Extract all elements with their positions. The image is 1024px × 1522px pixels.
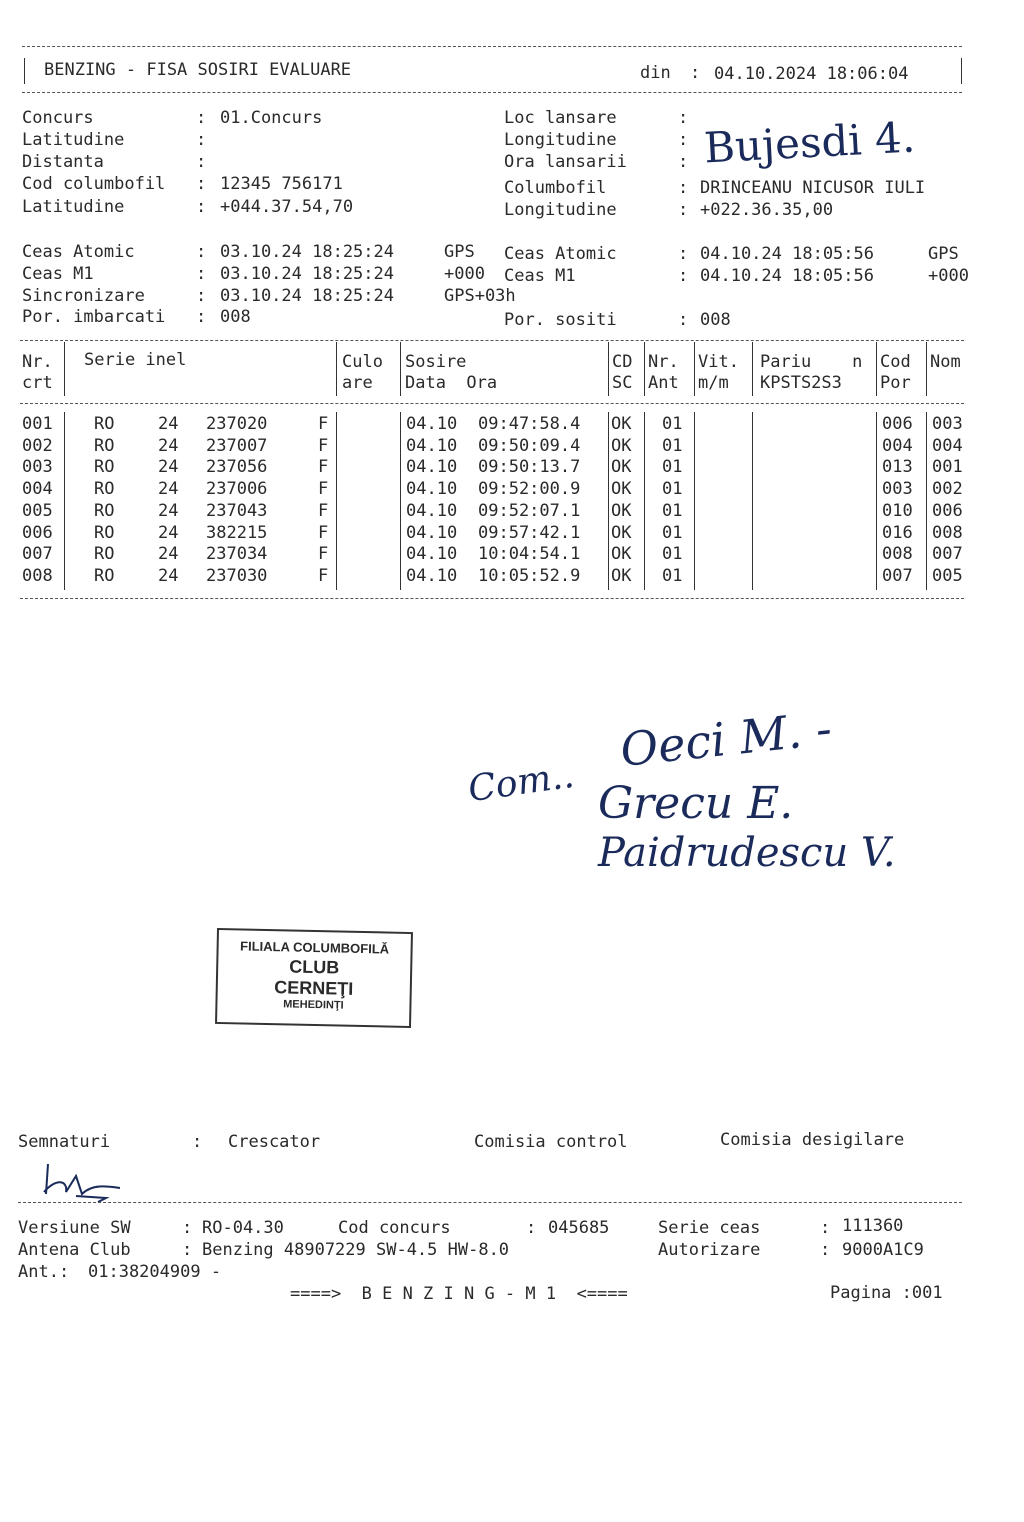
table-column-divider <box>608 342 609 396</box>
row-nom: 004 <box>932 435 963 456</box>
header-sosire-sub: Data Ora <box>405 373 498 393</box>
info-colon: : <box>678 130 689 150</box>
clock-colon: : <box>196 307 207 327</box>
row-ring: 237020 <box>206 414 268 434</box>
clock-value: 03.10.24 18:25:24 <box>220 242 394 262</box>
header-vit-sub: m/m <box>698 373 729 393</box>
row-ring: 237043 <box>206 500 268 521</box>
header-nrant: Nr. <box>648 352 679 372</box>
signatures-colon: : <box>192 1132 203 1152</box>
row-nr: 002 <box>22 435 53 456</box>
versiune-value: RO-04.30 <box>202 1218 284 1238</box>
clock-value: 04.10.24 18:05:56 <box>700 266 874 286</box>
table-column-divider <box>64 342 65 396</box>
clock-label: Sincronizare <box>22 286 145 306</box>
table-row <box>0 457 1024 479</box>
row-nr: 006 <box>22 522 53 543</box>
autorizare-value: 9000A1C9 <box>842 1240 924 1260</box>
header-codpor-sub: Por <box>880 373 911 393</box>
header-bottom-border <box>22 92 962 93</box>
info-colon: : <box>196 108 207 128</box>
row-year: 24 <box>158 414 179 434</box>
row-cdsc: OK <box>611 522 632 543</box>
clock-suffix: GPS <box>928 244 959 264</box>
clock-colon: : <box>196 242 207 262</box>
info-value: +022.36.35,00 <box>700 200 834 220</box>
header-nr-sub: crt <box>22 373 53 393</box>
header-sosire: Sosire <box>405 352 467 372</box>
row-ring: 237006 <box>206 479 268 500</box>
info-label: Loc lansare <box>504 108 617 128</box>
row-country: RO <box>94 522 115 543</box>
row-nr: 007 <box>22 544 53 565</box>
row-ring: 237030 <box>206 565 268 586</box>
row-country: RO <box>94 479 115 500</box>
row-date: 04.10 <box>406 414 458 434</box>
header-cdsc: CD <box>612 352 633 372</box>
versiune-label: Versiune SW <box>18 1218 131 1238</box>
row-sex: F <box>318 544 329 565</box>
row-nr: 001 <box>22 414 53 434</box>
table-column-divider <box>694 342 695 396</box>
row-nom: 005 <box>932 565 963 586</box>
table-column-divider <box>400 342 401 396</box>
row-year: 24 <box>158 544 179 565</box>
row-date: 04.10 <box>406 522 458 543</box>
info-colon: : <box>196 174 207 194</box>
clock-label: Por. imbarcati <box>22 307 166 327</box>
handwritten-note-line1: Oeci M. - <box>617 701 835 777</box>
signature-crescator: Crescator <box>228 1132 321 1152</box>
table-rule <box>20 403 964 404</box>
signature-comisia-control: Comisia control <box>474 1132 628 1152</box>
header-culoare-sub: are <box>342 373 373 393</box>
clock-label: Por. sositi <box>504 310 617 330</box>
info-value: 01.Concurs <box>220 108 323 128</box>
row-year: 24 <box>158 457 179 478</box>
header-culoare: Culo <box>342 352 383 372</box>
info-label: Latitudine <box>22 197 125 217</box>
stamp-line3: CERNEŢI <box>274 977 354 999</box>
row-date: 04.10 <box>406 565 458 586</box>
row-ring: 237056 <box>206 457 268 478</box>
clock-suffix: +000 <box>444 264 485 284</box>
row-cdsc: OK <box>611 435 632 456</box>
row-nom: 003 <box>932 414 963 434</box>
handwritten-note-line3: Paidrudescu V. <box>598 830 896 876</box>
info-label: Cod columbofil <box>22 174 166 194</box>
table-row <box>0 436 1024 458</box>
versiune-colon: : <box>182 1218 193 1238</box>
table-row <box>0 523 1024 545</box>
info-label: Longitudine <box>504 130 617 150</box>
signature-comisia-desigilare: Comisia desigilare <box>720 1130 905 1150</box>
row-year: 24 <box>158 435 179 456</box>
header-codpor: Cod <box>880 352 911 372</box>
row-cdsc: OK <box>611 565 632 586</box>
stamp-line4: MEHEDINŢI <box>283 998 344 1012</box>
info-colon: : <box>678 178 689 198</box>
cod-concurs-value: 045685 <box>548 1218 610 1238</box>
row-country: RO <box>94 565 115 586</box>
clock-label: Ceas Atomic <box>22 242 135 262</box>
antena-value: Benzing 48907229 SW-4.5 HW-8.0 <box>202 1240 510 1260</box>
table-column-divider <box>752 342 753 396</box>
row-sex: F <box>318 435 329 456</box>
clock-value: 008 <box>220 307 251 327</box>
row-cdsc: OK <box>611 457 632 478</box>
row-country: RO <box>94 500 115 521</box>
row-nom: 007 <box>932 544 963 565</box>
row-ant: 01 <box>662 565 683 586</box>
row-cdsc: OK <box>611 500 632 521</box>
table-row <box>0 566 1024 588</box>
table-rule <box>20 598 964 599</box>
info-label: Ora lansarii <box>504 152 627 172</box>
report-date-label: din <box>640 63 671 83</box>
info-label: Latitudine <box>22 130 125 150</box>
clock-colon: : <box>196 264 207 284</box>
info-colon: : <box>196 130 207 150</box>
header-cdsc-sub: SC <box>612 373 633 393</box>
table-column-divider <box>336 342 337 396</box>
row-cod: 013 <box>882 457 913 478</box>
signature-scribble <box>36 1158 126 1204</box>
row-date: 04.10 <box>406 435 458 456</box>
clock-colon: : <box>678 244 689 264</box>
row-date: 04.10 <box>406 544 458 565</box>
clock-label: Ceas M1 <box>22 264 94 284</box>
row-ring: 237007 <box>206 435 268 456</box>
ant-value: 01:38204909 - <box>88 1262 222 1282</box>
header-nrant-sub: Ant <box>648 373 679 393</box>
clock-value: 03.10.24 18:25:24 <box>220 286 394 306</box>
row-time: 09:52:00.9 <box>478 479 581 500</box>
antena-label: Antena Club <box>18 1240 131 1260</box>
info-colon: : <box>678 152 689 172</box>
info-label: Longitudine <box>504 200 617 220</box>
row-sex: F <box>318 500 329 521</box>
row-ring: 382215 <box>206 522 268 543</box>
table-row <box>0 501 1024 523</box>
row-country: RO <box>94 544 115 565</box>
row-time: 09:50:13.7 <box>478 457 581 478</box>
info-value: DRINCEANU NICUSOR IULI <box>700 178 926 198</box>
clock-label: Ceas M1 <box>504 266 576 286</box>
row-nom: 001 <box>932 457 963 478</box>
row-date: 04.10 <box>406 479 458 500</box>
row-country: RO <box>94 435 115 456</box>
clock-value: 03.10.24 18:25:24 <box>220 264 394 284</box>
row-ant: 01 <box>662 435 683 456</box>
row-ant: 01 <box>662 544 683 565</box>
row-cod: 016 <box>882 522 913 543</box>
row-cod: 004 <box>882 435 913 456</box>
row-sex: F <box>318 565 329 586</box>
row-cod: 010 <box>882 500 913 521</box>
table-row <box>0 414 1024 436</box>
header-nom: Nom <box>930 352 961 372</box>
handwritten-note-com: Com.. <box>465 754 577 811</box>
row-sex: F <box>318 479 329 500</box>
stamp-line2: CLUB <box>289 956 340 978</box>
clock-colon: : <box>678 310 689 330</box>
header-right-bar <box>961 58 962 84</box>
row-cod: 007 <box>882 565 913 586</box>
table-column-divider <box>644 342 645 396</box>
report-date-value: 04.10.2024 18:06:04 <box>714 64 909 84</box>
row-time: 09:47:58.4 <box>478 414 581 434</box>
row-nr: 005 <box>22 500 53 521</box>
row-date: 04.10 <box>406 457 458 478</box>
row-cod: 006 <box>882 414 913 434</box>
serie-ceas-label: Serie ceas <box>658 1218 761 1238</box>
row-nom: 008 <box>932 522 963 543</box>
handwritten-note-line2: Grecu E. <box>598 778 794 829</box>
row-country: RO <box>94 414 115 434</box>
signatures-label: Semnaturi <box>18 1132 111 1152</box>
autorizare-colon: : <box>820 1240 831 1260</box>
stamp-line1: FILIALA COLUMBOFILĂ <box>239 938 390 957</box>
row-year: 24 <box>158 500 179 521</box>
row-year: 24 <box>158 522 179 543</box>
row-time: 10:04:54.1 <box>478 544 581 565</box>
table-rule <box>20 340 964 341</box>
row-ant: 01 <box>662 522 683 543</box>
header-vit: Vit. <box>698 352 739 372</box>
info-colon: : <box>678 108 689 128</box>
info-label: Distanta <box>22 152 104 172</box>
row-country: RO <box>94 457 115 478</box>
info-label: Concurs <box>22 108 94 128</box>
row-cod: 008 <box>882 544 913 565</box>
clock-suffix: +000 <box>928 266 969 286</box>
page-number: Pagina :001 <box>830 1283 943 1303</box>
row-ant: 01 <box>662 500 683 521</box>
header-pariu-sub: KPSTS2S3 <box>760 373 842 393</box>
serie-ceas-colon: : <box>820 1218 831 1238</box>
clock-suffix: GPS <box>444 242 475 262</box>
row-cdsc: OK <box>611 414 632 434</box>
header-serie: Serie inel <box>84 350 187 370</box>
row-nom: 006 <box>932 500 963 521</box>
row-ant: 01 <box>662 479 683 500</box>
header-top-border <box>22 46 962 47</box>
clock-colon: : <box>196 286 207 306</box>
info-colon: : <box>196 152 207 172</box>
info-colon: : <box>678 200 689 220</box>
header-nr: Nr. <box>22 352 53 372</box>
table-column-divider <box>876 342 877 396</box>
table-row <box>0 479 1024 501</box>
row-time: 09:50:09.4 <box>478 435 581 456</box>
header-left-bar <box>24 58 25 84</box>
page-title: BENZING - FISA SOSIRI EVALUARE <box>44 60 352 80</box>
row-sex: F <box>318 457 329 478</box>
row-time: 09:57:42.1 <box>478 522 581 543</box>
row-sex: F <box>318 414 329 434</box>
row-nom: 002 <box>932 479 963 500</box>
row-year: 24 <box>158 565 179 586</box>
info-value: +044.37.54,70 <box>220 197 354 217</box>
signature-divider <box>18 1202 962 1203</box>
row-cod: 003 <box>882 479 913 500</box>
benzing-banner: ====> B E N Z I N G - M 1 <==== <box>290 1284 628 1304</box>
club-stamp <box>215 928 413 1028</box>
info-value: 12345 756171 <box>220 174 343 194</box>
cod-concurs-colon: : <box>526 1218 537 1238</box>
row-cdsc: OK <box>611 479 632 500</box>
info-colon: : <box>196 197 207 217</box>
row-time: 10:05:52.9 <box>478 565 581 586</box>
serie-ceas-value: 111360 <box>842 1216 904 1236</box>
clock-value: 04.10.24 18:05:56 <box>700 244 874 264</box>
table-row <box>0 544 1024 566</box>
clock-value: 008 <box>700 310 731 330</box>
row-ant: 01 <box>662 414 683 434</box>
row-date: 04.10 <box>406 500 458 521</box>
date-colon: : <box>690 63 701 83</box>
row-time: 09:52:07.1 <box>478 500 581 521</box>
autorizare-label: Autorizare <box>658 1240 761 1260</box>
row-cdsc: OK <box>611 544 632 565</box>
ant-label: Ant.: <box>18 1262 70 1282</box>
row-nr: 004 <box>22 479 53 500</box>
table-column-divider <box>926 342 927 396</box>
cod-concurs-label: Cod concurs <box>338 1218 451 1238</box>
handwritten-location: Bujesdi 4. <box>702 112 917 173</box>
row-nr: 003 <box>22 457 53 478</box>
row-nr: 008 <box>22 565 53 586</box>
info-label: Columbofil <box>504 178 607 198</box>
antena-colon: : <box>182 1240 193 1260</box>
header-pariu: Pariu n <box>760 352 863 372</box>
clock-label: Ceas Atomic <box>504 244 617 264</box>
clock-suffix: GPS+03h <box>444 286 516 306</box>
row-ant: 01 <box>662 457 683 478</box>
row-year: 24 <box>158 479 179 500</box>
row-sex: F <box>318 522 329 543</box>
row-ring: 237034 <box>206 544 268 565</box>
clock-colon: : <box>678 266 689 286</box>
